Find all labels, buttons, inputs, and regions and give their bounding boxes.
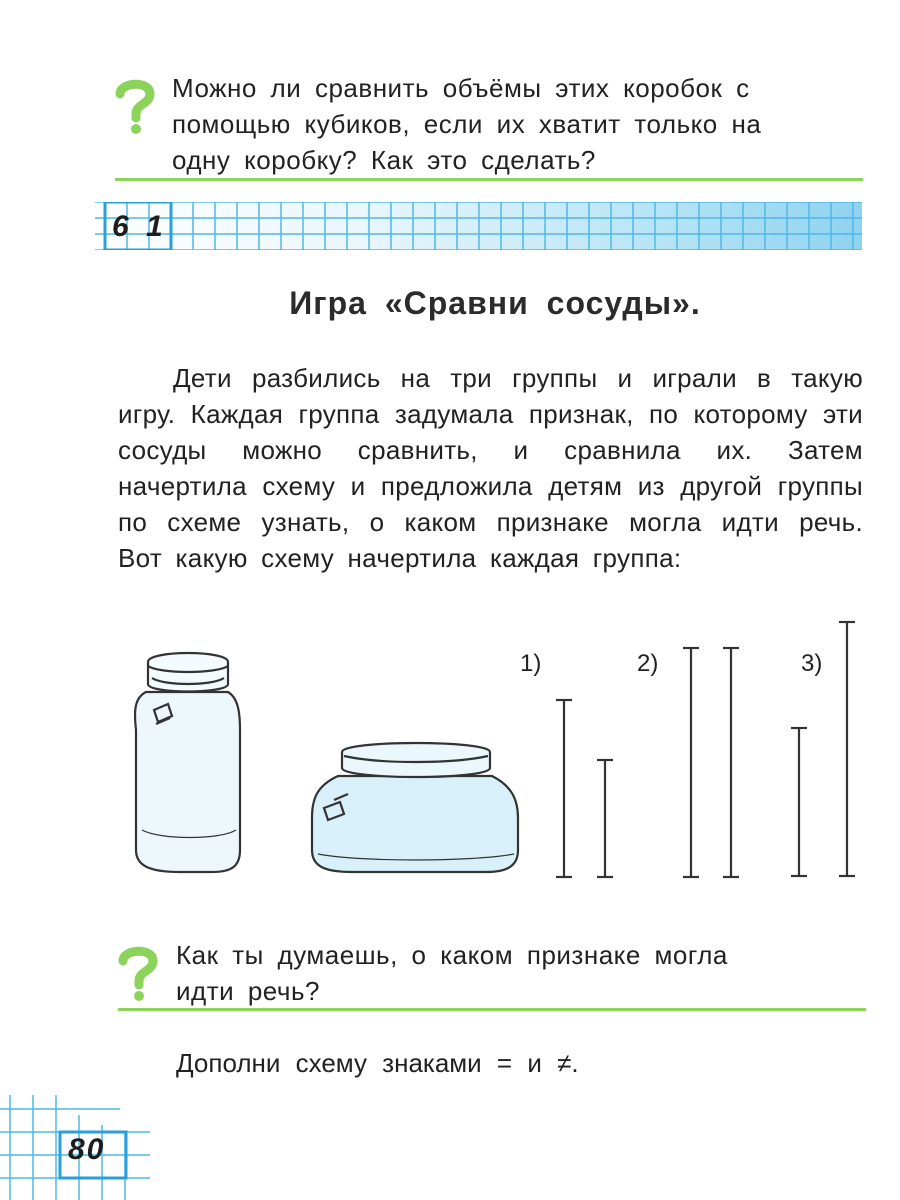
- question-mark-icon: [115, 943, 161, 1003]
- scheme-3-bar-b: [839, 622, 855, 876]
- green-divider-top: [115, 178, 863, 181]
- question-2-line-2: идти речь?: [176, 976, 320, 1006]
- schemes-diagram: [540, 610, 870, 890]
- scheme-2-bar-a: [683, 648, 699, 877]
- task-paragraph: [118, 360, 863, 576]
- green-divider-bottom: [118, 1008, 866, 1011]
- task-header-grid: [95, 202, 862, 250]
- task-title: Игра «Сравни сосуды».: [289, 285, 701, 321]
- task-number-digit-1: 6: [112, 210, 129, 243]
- question-1-line-1: Можно ли сравнить объёмы этих коробок с: [172, 73, 750, 103]
- question-mark-icon: [112, 76, 158, 136]
- scheme-3-bar-a: [791, 728, 807, 876]
- scheme-1-bar-b: [597, 760, 613, 877]
- question-1-line-3: одну коробку? Как это сделать?: [172, 145, 596, 175]
- tall-jar-drawing: [135, 653, 240, 872]
- scheme-1-bar-a: [556, 700, 572, 877]
- instruction-text: Дополни схему знаками = и ≠.: [176, 1048, 579, 1078]
- jars-illustration: [120, 640, 540, 890]
- wide-jar-drawing: [312, 743, 518, 872]
- task-number-digit-2: 1: [146, 210, 163, 243]
- scheme-3-label: 3): [801, 650, 823, 677]
- task-paragraph-text: Дети разбились на три группы и играли в такую игру. Каждая группа задумала признак, по которому эти сосуды можно сравнить, и сравнила их. Затем начертила схему и предложила детям из другой группы по схеме узнать, о каком признаке могла идти речь. Вот какую схему начертила каждая группа:: [118, 363, 863, 573]
- scheme-2-label: 2): [637, 650, 659, 677]
- question-1-line-2: помощью кубиков, если их хватит только на: [172, 109, 762, 139]
- scheme-1-label: 1): [520, 650, 542, 677]
- page-number: 80: [68, 1133, 106, 1166]
- scheme-2-bar-b: [723, 648, 739, 877]
- question-2-line-1: Как ты думаешь, о каком признаке могла: [176, 940, 728, 970]
